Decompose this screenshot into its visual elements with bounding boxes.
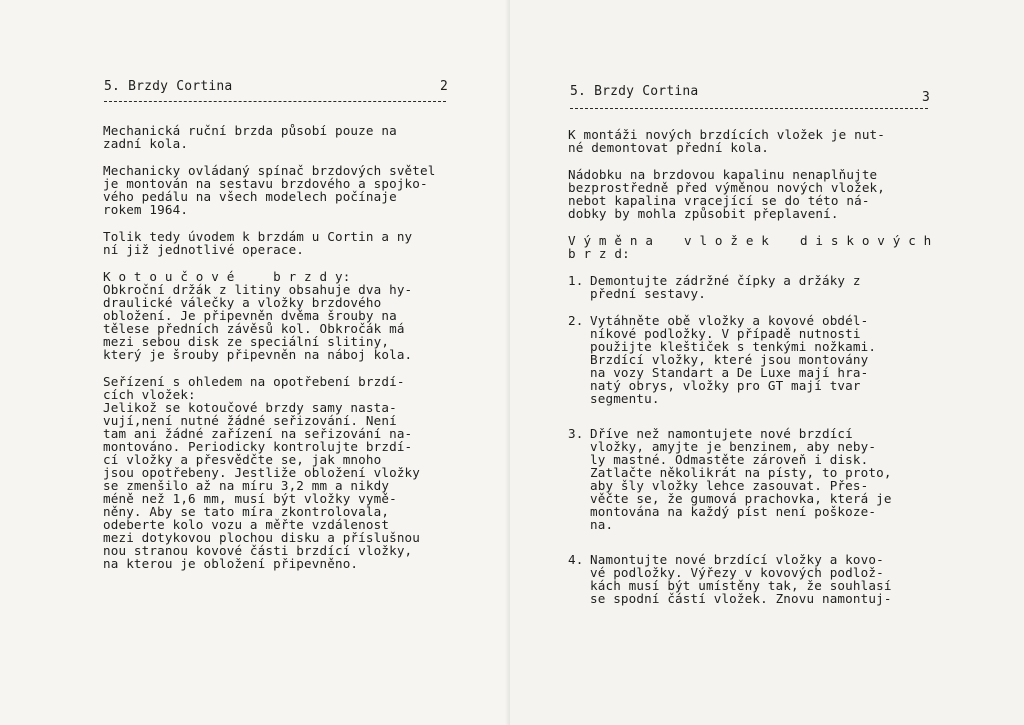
right-header-rule (570, 108, 928, 109)
text-line: Mechanická ruční brzda působí pouze na (103, 123, 397, 138)
list-item (568, 314, 1018, 405)
text-line: odeberte kolo vozu a měřte vzdálenost (103, 517, 390, 532)
text-line: něny. Aby se tato míra zkontrolovala, (103, 504, 390, 519)
text-line: Tolik tedy úvodem k brzdám u Cortin a ny (103, 229, 413, 244)
text-line: nou stranou kovové části brzdící vložky, (103, 543, 413, 558)
text-line: Dříve než namontujete nové brzdící (590, 426, 853, 441)
section-heading-disc-brakes: K o t o u č o v é b r z d y: (103, 269, 351, 284)
text-line: ní již jednotlivé operace. (103, 242, 305, 257)
text-line: né demontovat přední kola. (568, 140, 770, 155)
text-line: obložení. Je připevněn dvěma šrouby na (103, 308, 397, 323)
text-line: montována na každý píst není poškoze- (590, 504, 877, 519)
text-line: na vozy Standart a De Luxe mají hra- (590, 365, 869, 380)
text-line: Zatlačte několikrát na písty, to proto, (590, 465, 892, 480)
text-line: tam ani žádné zařízení na seřizování na- (103, 426, 413, 441)
text-line: Seřízení s ohledem na opotřebení brzdí- (103, 374, 405, 389)
paragraph (103, 270, 503, 361)
text-line: Nádobku na brzdovou kapalinu nenaplňujte (568, 167, 878, 182)
text-line: který je šrouby připevněn na náboj kola. (103, 347, 413, 362)
text-line: cích vložek: (103, 387, 196, 402)
text-line: vložky, amyjte je benzinem, aby neby- (590, 439, 877, 454)
text-line: přední sestavy. (590, 286, 706, 301)
text-line: cí vložky a přesvědčte se, jak mnoho (103, 452, 382, 467)
paragraph (568, 168, 1018, 220)
left-page (0, 0, 510, 725)
right-page-number: 3 (921, 90, 930, 105)
text-line: Vytáhněte obě vložky a kovové obdél- (590, 313, 869, 328)
text-line: bezprostředně před výměnou nových vložek, (568, 180, 886, 195)
paragraph (103, 230, 503, 256)
left-header-rule (104, 101, 446, 102)
text-line: na kterou je obložení připevněno. (103, 556, 359, 571)
right-page-header (570, 84, 930, 105)
paragraph (103, 375, 503, 570)
text-line: věčte se, že gumová prachovka, která je (590, 491, 892, 506)
list-item (568, 553, 1018, 605)
list-item (568, 274, 1018, 300)
text-line: rokem 1964. (103, 202, 189, 217)
text-line: na. (590, 517, 614, 532)
text-line: níkové podložky. V případě nutnosti (590, 326, 861, 341)
heading-line: V ý m ě n a v l o ž e k d i s k o v ý c h (568, 233, 932, 248)
text-line: Brzdící vložky, které jsou montovány (590, 352, 869, 367)
step-text (590, 314, 876, 405)
text-line: méně než 1,6 mm, musí být vložky vymě- (103, 491, 397, 506)
heading-line: b r z d: (568, 246, 630, 261)
text-line: segmentu. (590, 391, 660, 406)
left-page-body (103, 124, 503, 584)
right-page (510, 0, 1024, 725)
text-line: je montován na sestavu brzdového a spojko- (103, 176, 428, 191)
step-number: 2. (568, 313, 584, 328)
step-text (590, 427, 892, 531)
text-line: Jelikož se kotoučové brzdy samy nasta- (103, 400, 397, 415)
left-page-header (104, 79, 448, 94)
text-line: vují,není nutné žádné seřizování. Není (103, 413, 397, 428)
left-page-number: 2 (439, 79, 448, 94)
right-page-title: 5. Brzdy Cortina (570, 84, 699, 99)
text-line: jsou opotřebeny. Jestliže obložení vložky (103, 465, 421, 480)
text-line: draulické válečky a vložky brzdového (103, 295, 382, 310)
text-line: natý obrys, vložky pro GT mají tvar (590, 378, 861, 393)
text-line: Mechanicky ovládaný spínač brzdových světel (103, 163, 436, 178)
text-line: nebot kapalina vracející se do této ná- (568, 193, 870, 208)
step-text (590, 274, 861, 300)
text-line: se spodní částí vložek. Znovu namontuj- (590, 591, 892, 606)
section-heading-pad-replacement (568, 234, 1018, 260)
step-text (590, 553, 892, 605)
text-line: aby šly vložky lehce zasouvat. Přes- (590, 478, 869, 493)
paragraph (103, 164, 503, 216)
text-line: Demontujte zádržné čípky a držáky z (590, 273, 861, 288)
step-number: 3. (568, 426, 584, 441)
step-number: 1. (568, 273, 584, 288)
list-item (568, 427, 1018, 531)
left-page-title: 5. Brzdy Cortina (104, 79, 233, 94)
text-line: K montáži nových brzdících vložek je nut- (568, 127, 886, 142)
text-line: Obkroční držák z litiny obsahuje dva hy- (103, 282, 413, 297)
text-line: se zmenšilo až na míru 3,2 mm a nikdy (103, 478, 390, 493)
text-line: kách musí být umístěny tak, že souhlasí (590, 578, 892, 593)
text-line: montováno. Periodicky kontrolujte brzdí- (103, 439, 413, 454)
paragraph (103, 124, 503, 150)
text-line: vého pedálu na všech modelech počínaje (103, 189, 397, 204)
text-line: mezi sebou disk ze speciální slitiny, (103, 334, 390, 349)
text-line: dobky by mohla způsobit přeplavení. (568, 206, 839, 221)
step-number: 4. (568, 552, 584, 567)
text-line: použijte kleštiček s tenkými nožkami. (590, 339, 877, 354)
text-line: mezi dotykovou plochou disku a příslušnou (103, 530, 421, 545)
text-line: vé podložky. Výřezy v kovových podlož- (590, 565, 884, 580)
text-line: tělese předních závěsů kol. Obkročák má (103, 321, 405, 336)
paragraph (568, 128, 1018, 154)
text-line: Namontujte nové brzdící vložky a kovo- (590, 552, 884, 567)
right-page-body (568, 128, 1018, 619)
text-line: zadní kola. (103, 136, 189, 151)
text-line: ly mastné. Odmastěte zároveň i disk. (590, 452, 869, 467)
